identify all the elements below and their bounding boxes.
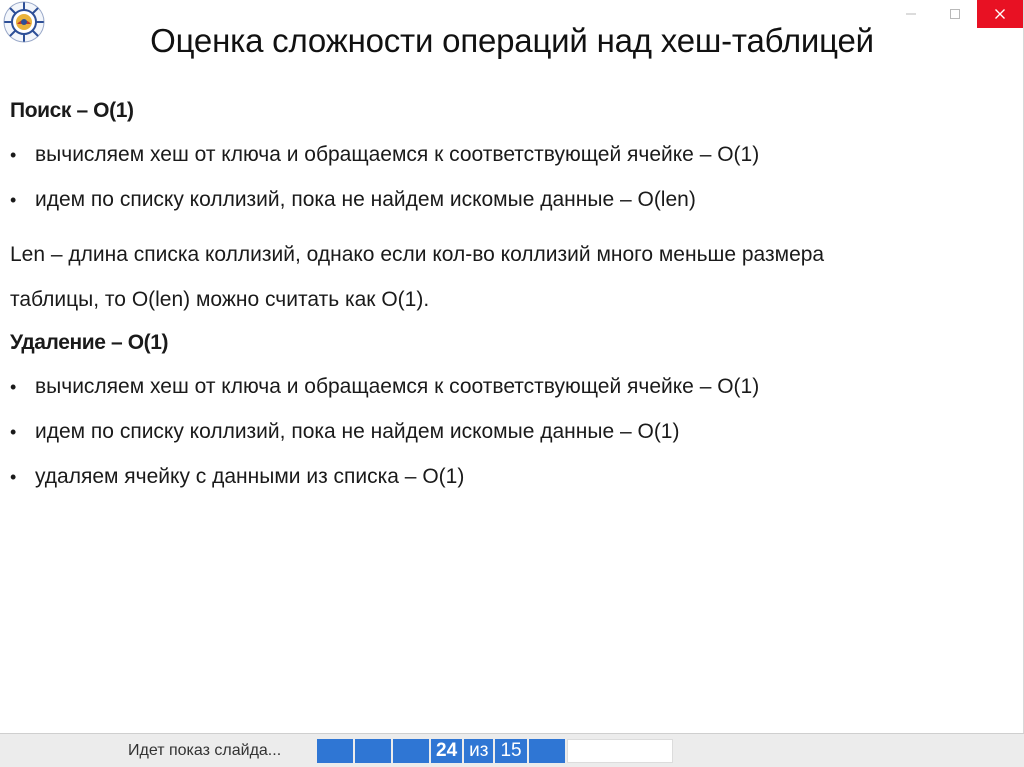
progress-segment[interactable] — [529, 739, 565, 763]
bullet-icon: • — [10, 190, 17, 210]
bullet-text: вычисляем хеш от ключа и обращаемся к соответствующей ячейке – O(1) — [35, 375, 760, 398]
progress-segment[interactable] — [393, 739, 429, 763]
slide-progress — [317, 739, 675, 763]
bullet-text: идем по списку коллизий, пока не найдем искомые данные – O(1) — [35, 420, 680, 443]
note-paragraph — [10, 232, 970, 322]
search-heading: Поиск – O(1) — [10, 99, 134, 122]
bullet-text: удаляем ячейку с данными из списка – O(1) — [35, 465, 465, 488]
slideshow-status: Идет показ слайда... — [128, 742, 282, 759]
bullet-icon: • — [10, 422, 17, 442]
delete-heading: Удаление – O(1) — [10, 331, 169, 354]
bullet-icon: • — [10, 377, 17, 397]
list-item — [10, 187, 970, 232]
total-slides-number: 15 — [495, 739, 526, 763]
slide-title: Оценка сложности операций над хеш-таблицей — [150, 22, 874, 59]
bullet-text: вычисляем хеш от ключа и обращаемся к соответствующей ячейке – O(1) — [35, 143, 760, 166]
note-line: таблицы, то O(len) можно считать как O(1). — [10, 288, 430, 311]
progress-segment[interactable] — [355, 739, 391, 763]
bullet-icon: • — [10, 467, 17, 487]
list-item — [10, 464, 970, 509]
progress-segment[interactable] — [317, 739, 353, 763]
bullet-text: идем по списку коллизий, пока не найдем искомые данные – O(len) — [35, 188, 696, 211]
slide-body — [10, 98, 970, 509]
bullet-icon: • — [10, 145, 17, 165]
progress-remaining[interactable] — [567, 739, 673, 763]
status-bar — [0, 733, 1024, 767]
list-item — [10, 374, 970, 419]
list-item — [10, 142, 970, 187]
list-item — [10, 419, 970, 464]
current-slide-number: 24 — [431, 739, 462, 763]
slide-counter-separator: из — [464, 739, 493, 763]
note-line: Len – длина списка коллизий, однако если кол-во коллизий много меньше размера — [10, 243, 825, 266]
